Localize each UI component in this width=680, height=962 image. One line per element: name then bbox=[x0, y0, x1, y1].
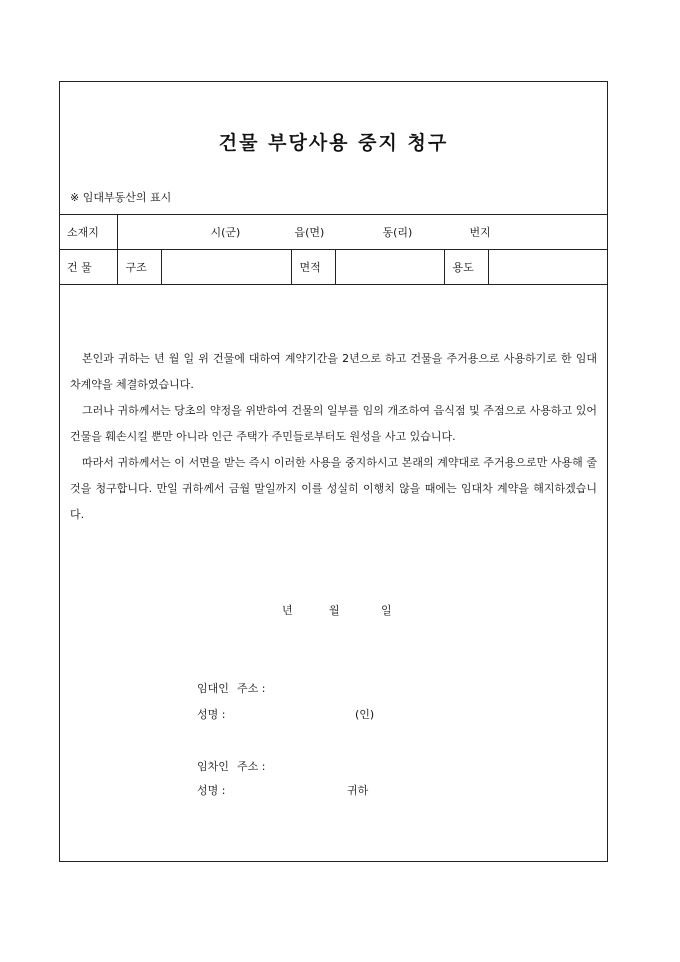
date-year: 년 bbox=[282, 604, 293, 617]
document-title: 건물 부당사용 중지 청구 bbox=[218, 132, 449, 154]
property-note: ※ 임대부동산의 표시 bbox=[70, 191, 172, 204]
body-paragraph: 그러나 귀하께서는 당초의 약정을 위반하여 건물의 일부를 임의 개조하여 음식점 및 주점으로 사용하고 있어 건물을 훼손시킬 뿐만 아니라 인근 주택가 주민들로부터도 원성을 사고 있습니다. bbox=[70, 404, 597, 443]
building-label: 건 물 bbox=[59, 250, 117, 285]
date-day: 일 bbox=[381, 604, 392, 617]
location-eup: 읍(면) bbox=[294, 226, 325, 239]
use-label: 용도 bbox=[444, 250, 488, 285]
date-line bbox=[282, 602, 392, 618]
lessee-address-line bbox=[197, 758, 265, 774]
location-row bbox=[59, 215, 608, 250]
lessor-address-line bbox=[197, 680, 265, 696]
location-label: 소재지 bbox=[59, 215, 117, 250]
lessee-name-label: 성명 : bbox=[197, 784, 226, 797]
use-value bbox=[488, 250, 608, 285]
lessee-address-label: 주소 : bbox=[237, 760, 266, 773]
lessor-name-line bbox=[197, 706, 374, 722]
lessee-label: 임차인 bbox=[197, 760, 229, 773]
body-paragraph: 따라서 귀하께서는 이 서면을 받는 즉시 이러한 사용을 중지하시고 본래의 계약대로 주거용으로만 사용해 줄 것을 청구합니다. 만일 귀하께서 금월 말일까지 이를 성실히 이행치 않을 때에는 임대차 계약을 해지하겠습니다. bbox=[70, 456, 597, 521]
lessor-address-label: 주소 : bbox=[237, 682, 266, 695]
lessee-name-line bbox=[197, 782, 368, 798]
location-si: 시(군) bbox=[210, 226, 241, 239]
area-label: 면적 bbox=[291, 250, 335, 285]
lessee-honorific: 귀하 bbox=[347, 784, 369, 797]
structure-value bbox=[161, 250, 291, 285]
lessor-seal: (인) bbox=[355, 708, 375, 721]
property-table bbox=[59, 214, 608, 285]
date-month: 월 bbox=[329, 604, 340, 617]
building-row bbox=[59, 250, 608, 285]
request-body bbox=[70, 346, 597, 528]
lessor-label: 임대인 bbox=[197, 682, 229, 695]
location-bunji: 번지 bbox=[469, 226, 491, 239]
lessor-name-label: 성명 : bbox=[197, 708, 226, 721]
location-dong: 동(리) bbox=[382, 226, 413, 239]
body-paragraph: 본인과 귀하는 년 월 일 위 건물에 대하여 계약기간을 2년으로 하고 건물을 주거용으로 사용하기로 한 임대차계약을 체결하였습니다. bbox=[70, 352, 597, 391]
location-value bbox=[117, 215, 608, 250]
area-value bbox=[335, 250, 444, 285]
structure-label: 구조 bbox=[117, 250, 161, 285]
document-frame bbox=[59, 81, 608, 862]
